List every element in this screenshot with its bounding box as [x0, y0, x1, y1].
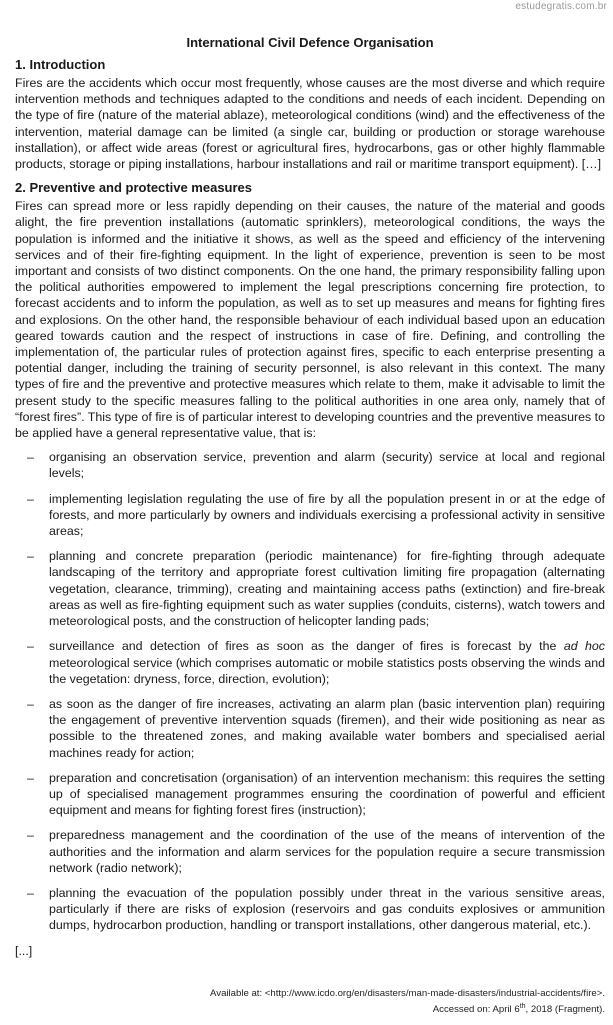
list-item [15, 491, 605, 540]
list-item-text: as soon as the danger of fire increases, activating an alarm plan (basic intervention plan) requiring the engagement of preventive intervention squads (firemen), and their wide positioning as near as possible to the threatened zones, and making available water bombers and specialised aerial machines ready for action; [49, 696, 605, 760]
access-date [210, 1001, 605, 1017]
dash-bullet: – [27, 450, 34, 465]
watermark: estudegratis.com.br [515, 1, 607, 12]
dash-bullet: – [27, 549, 34, 564]
document [15, 35, 605, 959]
access-date-prefix: Accessed on: April 6 [432, 1003, 520, 1015]
ellipsis: [...] [15, 943, 33, 958]
dash-bullet: – [27, 885, 34, 900]
preventive-measures-paragraph: Fires can spread more or less rapidly depending on their causes, the nature of the material and goods alight, the fire prevention installations (automatic sprinklers), meteorological conditions, the ways the population is informed and the initiative it shows, as well as the speed and efficiency of the intervening services and of their fire-fighting equipment. In the light of experience, prevention is seen to be most important and consists of two distinct components. On the one hand, the primary responsibility falling upon the political authorities empowered to implement the legal prescriptions concerning fire protection, to forecast accidents and to inform the population, as well as to set up measures and means for fighting fires and explosions. On the other hand, the responsible behaviour of each individual based upon an education geared towards caution and the respect of instructions in case of fire. Defining, and controlling the implementation of, the particular rules of protection against fires, specific to each enterprise presenting a potential danger, including the training of security personnel, is also relevant in this context. The many types of fire and the preventive and protective measures which relate to them, make it advisable to limit the present study to the specific measures falling to the political authorities in one area only, namely that of “forest fires”. This type of fire is of particular interest to developing countries and the preventive measures to be applied have a general representative value, that is: [15, 199, 605, 441]
list-item-text: implementing legislation regulating the use of fire by all the population present in or at the edge of forests, and more particularly by owners and individuals exercising a professional activity in sensitive areas; [49, 491, 605, 539]
source-citation [210, 988, 605, 1016]
list-item [15, 696, 605, 761]
list-item [15, 449, 605, 481]
list-item-text: planning and concrete preparation (periodic maintenance) for fire-fighting through adequate landscaping of the territory and appropriate forest cultivation limiting fire propagation (alternating vegetation, clearance, trimming), creating and maintaining access paths (extinction) and fire-break areas as well as fire-fighting equipment such as water supplies (conduits, cisterns), watch towers and meteorological posts, and the construction of helicopter landing pads; [49, 549, 605, 629]
section-heading-preventive-measures: 2. Preventive and protective measures [15, 180, 253, 196]
dash-bullet: – [27, 639, 34, 654]
section-heading-introduction: 1. Introduction [15, 57, 106, 72]
list-item [15, 885, 605, 934]
dash-bullet: – [27, 491, 34, 506]
list-item-text [49, 639, 605, 685]
italic-term: ad hoc [563, 639, 605, 654]
introduction-paragraph: Fires are the accidents which occur most frequently, whose causes are the most diverse and which require intervention methods and techniques adapted to the conditions and needs of each incident. Depending on the type of fire (nature of the material ablaze), meteorological conditions (wind) and the effectiveness of the intervention, material damage can be limited (a single car, building or production or storage warehouse installation), or affect wide areas (forest or agricultural fires, hydrocarbons, gas or other highly flammable products, storage or piping installations, harbour installations and rail or maritime transport equipment). […] [15, 76, 605, 172]
list-item [15, 548, 605, 629]
access-date-ordinal: th [519, 1002, 526, 1010]
source-url: Available at: <http://www.icdo.org/en/disasters/man-made-disasters/industrial-accidents/fire>. [210, 988, 605, 999]
document-title: International Civil Defence Organisation [186, 35, 434, 50]
list-item-text: preparation and concretisation (organisation) of an intervention mechanism: this requires the setting up of specialised management programmes ensuring the coordination of powerful and efficient equipment and means for fighting forest fires (instruction); [49, 770, 605, 818]
list-item-text: preparedness management and the coordination of the use of the means of intervention of the authorities and the information and alarm services for the population require a secure transmission network (radio network); [49, 828, 605, 875]
list-item-text: planning the evacuation of the population possibly under threat in the various sensitive areas, particularly if there are risks of explosion (reservoirs and gas conduits explosives or ammunition dumps, hydrocarbon production, handling or transport installations, other dangerous material, etc.). [49, 885, 605, 933]
list-item-text: organising an observation service, prevention and alarm (security) service at local and regional levels; [49, 450, 605, 481]
list-item [15, 638, 605, 687]
access-date-suffix: , 2018 (Fragment). [525, 1003, 605, 1015]
list-item-text-before: surveillance and detection of fires as soon as the danger of fires is forecast by the [49, 639, 564, 654]
dash-bullet: – [27, 770, 34, 785]
measures-list [15, 449, 605, 933]
list-item [15, 770, 605, 819]
dash-bullet: – [27, 828, 34, 843]
dash-bullet: – [27, 696, 34, 711]
list-item [15, 827, 605, 876]
list-item-text-after: meteorological service (which comprises automatic or mobile statistics posts observing the winds and the vegetation: dryness, force, direction, evolution); [49, 655, 605, 686]
